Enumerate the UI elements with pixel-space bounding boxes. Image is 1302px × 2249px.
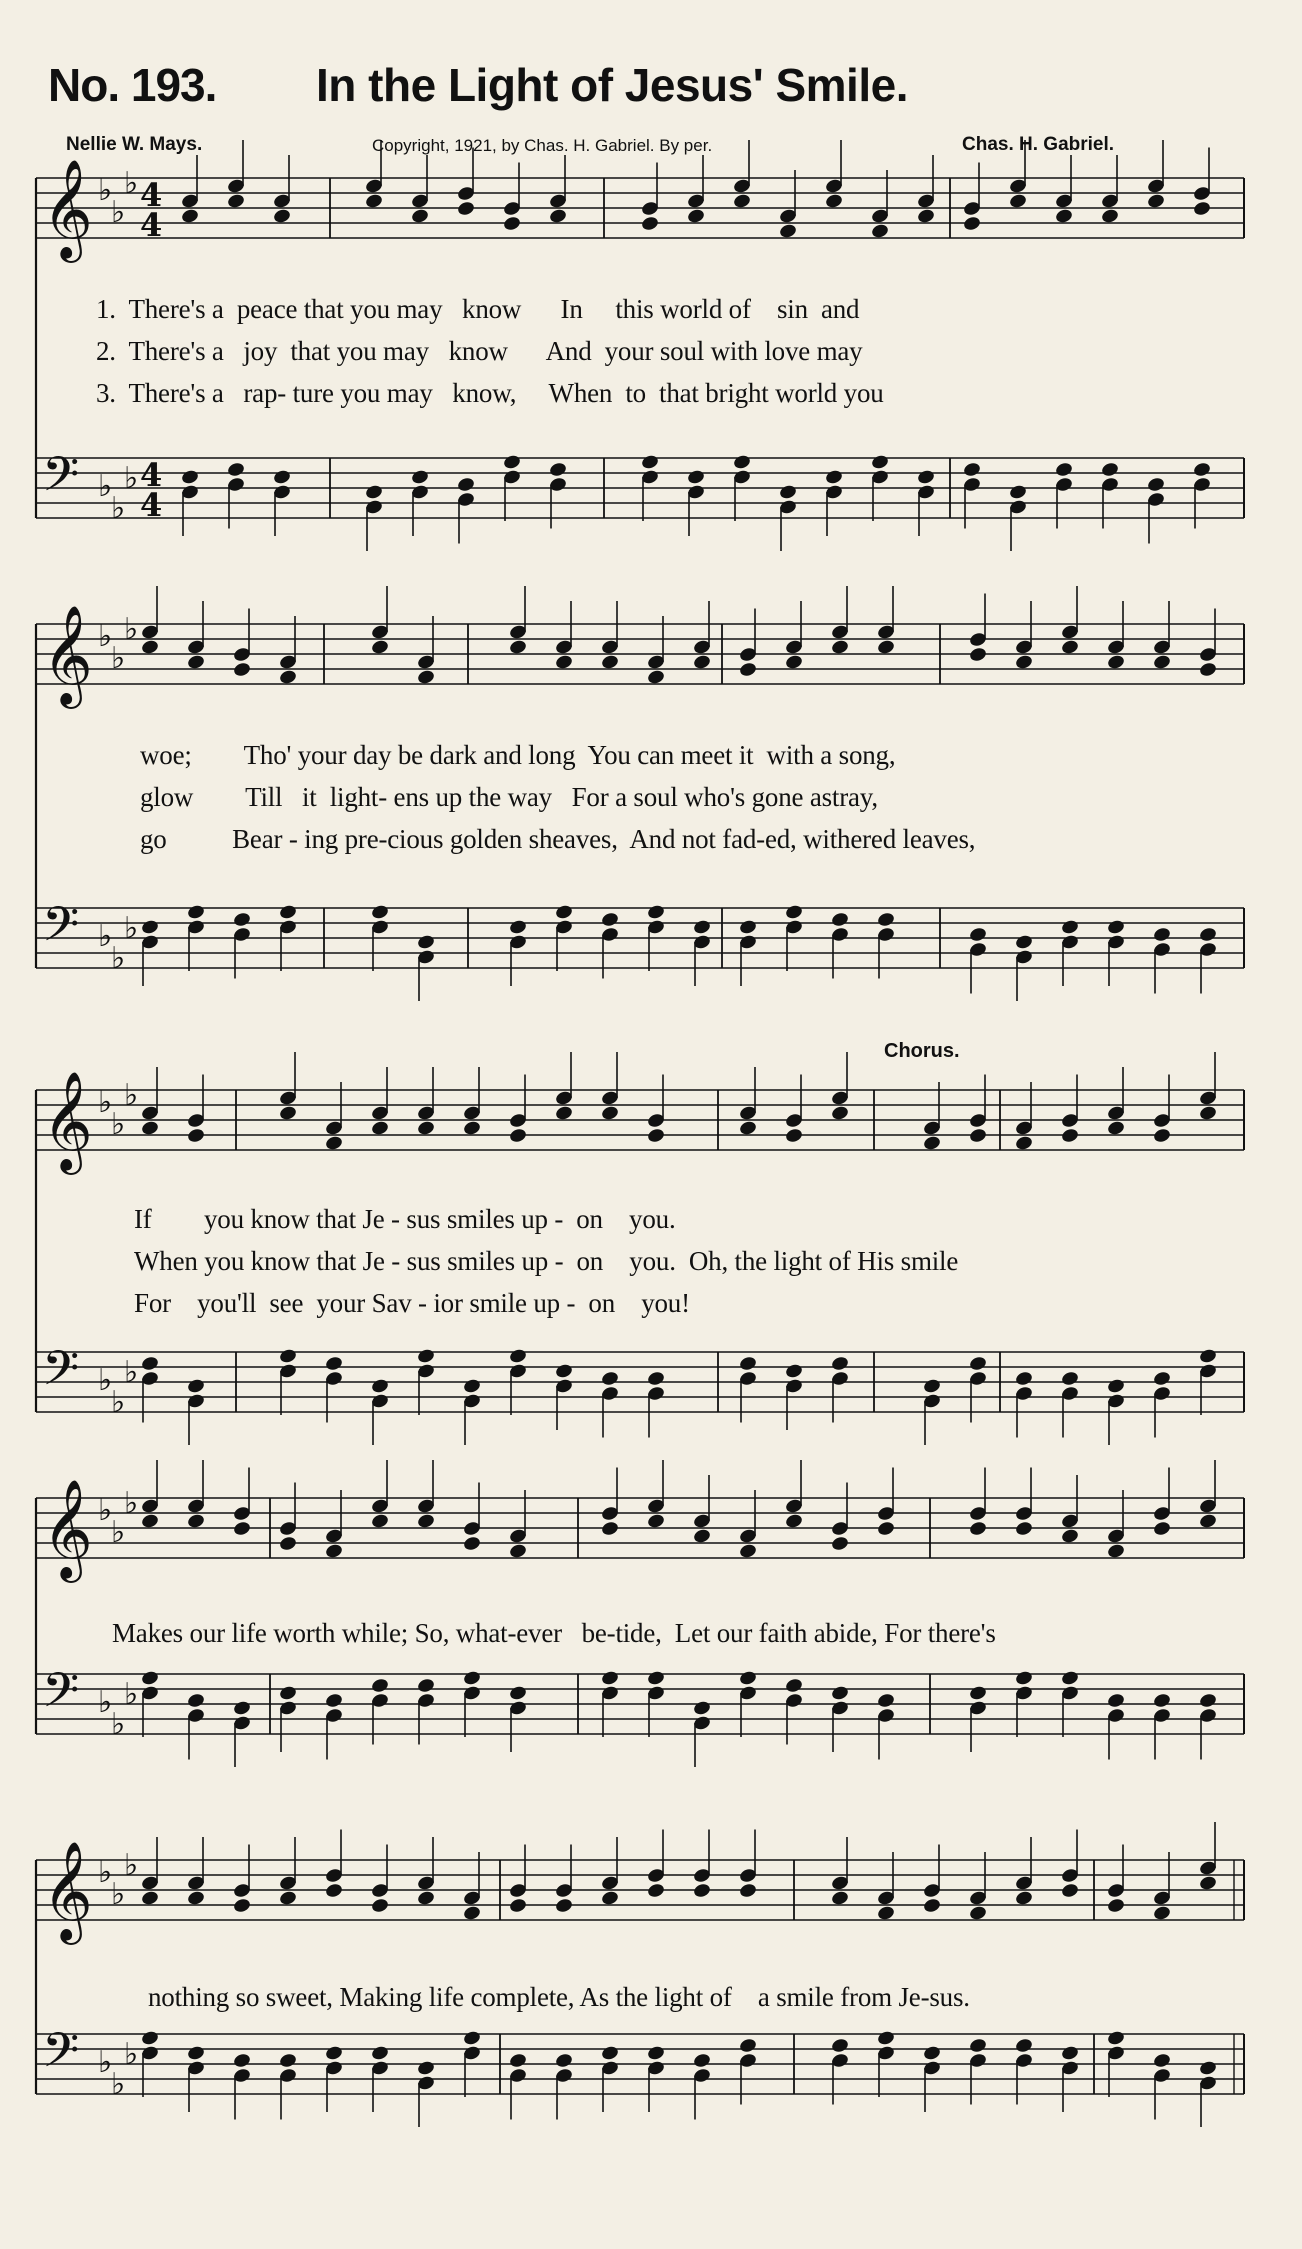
notehead — [738, 661, 757, 678]
notehead — [830, 2037, 849, 2054]
flat-icon: ♭ — [124, 612, 139, 647]
notehead — [180, 469, 199, 486]
lyric-line: If you know that Je - sus smiles up - on you. — [134, 1204, 676, 1234]
flat-icon: ♭ — [98, 1855, 113, 1890]
flat-icon: ♭ — [98, 1493, 113, 1528]
notehead — [272, 208, 291, 225]
notehead — [646, 669, 665, 686]
notehead — [692, 654, 711, 671]
notehead — [180, 208, 199, 225]
notehead — [226, 461, 245, 478]
notehead — [1100, 461, 1119, 478]
notehead — [876, 639, 895, 656]
lyric-line: For you'll see your Sav - ior smile up - on you! — [134, 1288, 690, 1318]
lyric-line: 1. There's a peace that you may know In this world of sin and — [96, 294, 860, 324]
notehead — [140, 1670, 159, 1687]
notehead — [1152, 1692, 1171, 1709]
notehead — [278, 1685, 297, 1702]
notehead — [1008, 193, 1027, 210]
notehead — [1014, 1135, 1033, 1152]
notehead — [140, 639, 159, 656]
notehead — [1014, 654, 1033, 671]
notehead — [324, 2045, 343, 2062]
notehead — [600, 911, 619, 928]
notehead — [784, 1513, 803, 1530]
flat-icon: ♭ — [111, 941, 126, 976]
treble-clef-icon: 𝄞 — [42, 1071, 93, 1171]
flat-icon: ♭ — [98, 1685, 113, 1720]
notehead — [1198, 2060, 1217, 2077]
flat-icon: ♭ — [111, 1515, 126, 1550]
notehead — [186, 654, 205, 671]
composer-credit: Chas. H. Gabriel. — [962, 134, 1115, 155]
notehead — [370, 1897, 389, 1914]
notehead — [1152, 926, 1171, 943]
notehead — [554, 654, 573, 671]
time-signature: 4 — [140, 176, 163, 214]
notehead — [1106, 1543, 1125, 1560]
notehead — [968, 1355, 987, 1372]
lyricist-credit: Nellie W. Mays. — [66, 134, 203, 155]
flat-icon: ♭ — [98, 619, 113, 654]
notehead — [1152, 1520, 1171, 1537]
notehead — [186, 1378, 205, 1395]
notehead — [1014, 934, 1033, 951]
notehead — [778, 484, 797, 501]
lyric-line: 3. There's a rap- ture you may know, When to that bright world you — [96, 378, 884, 408]
notehead — [232, 1897, 251, 1914]
time-signature: 4 — [140, 206, 163, 244]
time-signature: 4 — [140, 486, 163, 524]
notehead — [1152, 1370, 1171, 1387]
notehead — [640, 454, 659, 471]
notehead — [1014, 2037, 1033, 2054]
notehead — [278, 1535, 297, 1552]
hymn-number: No. 193. — [48, 59, 217, 111]
notehead — [1008, 484, 1027, 501]
notehead — [1060, 1528, 1079, 1545]
flat-icon: ♭ — [98, 469, 113, 504]
notehead — [370, 904, 389, 921]
flat-icon: ♭ — [111, 1385, 126, 1420]
notehead — [968, 926, 987, 943]
notehead — [278, 1348, 297, 1365]
notehead — [1106, 1692, 1125, 1709]
notehead — [1152, 654, 1171, 671]
notehead — [830, 911, 849, 928]
notehead — [1106, 1120, 1125, 1137]
notehead — [738, 1120, 757, 1137]
notehead — [876, 1520, 895, 1537]
notehead — [922, 2045, 941, 2062]
notehead — [554, 1363, 573, 1380]
lyric-line: go Bear - ing pre-cious golden sheaves, And not fad-ed, withered leaves, — [140, 824, 976, 854]
notehead — [410, 469, 429, 486]
treble-clef-icon: 𝄞 — [42, 605, 93, 705]
notehead — [692, 1700, 711, 1717]
notehead — [784, 654, 803, 671]
bass-clef-icon: 𝄢 — [42, 896, 80, 964]
notehead — [272, 469, 291, 486]
notehead — [870, 223, 889, 240]
notehead — [968, 1905, 987, 1922]
lyric-line: nothing so sweet, Making life complete, As the light of a smile from Je-sus. — [148, 1982, 970, 2012]
notehead — [784, 1127, 803, 1144]
notehead — [646, 904, 665, 921]
notehead — [508, 1685, 527, 1702]
notehead — [1106, 919, 1125, 936]
notehead — [1060, 1127, 1079, 1144]
time-signature: 4 — [140, 456, 163, 494]
notehead — [1106, 1897, 1125, 1914]
notehead — [1198, 1875, 1217, 1892]
notehead — [830, 1685, 849, 1702]
notehead — [508, 1127, 527, 1144]
notehead — [1152, 1127, 1171, 1144]
notehead — [456, 476, 475, 493]
notehead — [232, 2052, 251, 2069]
notehead — [646, 1127, 665, 1144]
notehead — [508, 919, 527, 936]
notehead — [640, 215, 659, 232]
treble-clef-icon: 𝄞 — [42, 1479, 93, 1579]
notehead — [646, 1670, 665, 1687]
notehead — [1060, 2045, 1079, 2062]
notehead — [1146, 193, 1165, 210]
flat-icon: ♭ — [98, 1363, 113, 1398]
flat-icon: ♭ — [124, 2037, 139, 2072]
notehead — [1060, 639, 1079, 656]
flat-icon: ♭ — [111, 1107, 126, 1142]
notehead — [732, 193, 751, 210]
notehead — [278, 1890, 297, 1907]
flat-icon: ♭ — [124, 911, 139, 946]
notehead — [600, 1370, 619, 1387]
notehead — [462, 2030, 481, 2047]
notehead — [784, 904, 803, 921]
notehead — [140, 1355, 159, 1372]
notehead — [1152, 1905, 1171, 1922]
notehead — [968, 2037, 987, 2054]
flat-icon: ♭ — [124, 1486, 139, 1521]
notehead — [186, 1890, 205, 1907]
notehead — [1198, 1513, 1217, 1530]
notehead — [226, 193, 245, 210]
treble-clef-icon: 𝄞 — [42, 159, 93, 259]
flat-icon: ♭ — [124, 1677, 139, 1712]
notehead — [686, 208, 705, 225]
notehead — [140, 919, 159, 936]
notehead — [548, 208, 567, 225]
notehead — [600, 1520, 619, 1537]
flat-icon: ♭ — [111, 1877, 126, 1912]
notehead — [278, 904, 297, 921]
notehead — [824, 469, 843, 486]
lyric-line: glow Till it light- ens up the way For a soul who's gone astray, — [140, 782, 878, 812]
notehead — [876, 1905, 895, 1922]
notehead — [1100, 208, 1119, 225]
notehead — [416, 669, 435, 686]
notehead — [370, 1677, 389, 1694]
notehead — [462, 1905, 481, 1922]
notehead — [922, 1897, 941, 1914]
notehead — [554, 904, 573, 921]
notehead — [738, 1882, 757, 1899]
notehead — [916, 208, 935, 225]
notehead — [916, 469, 935, 486]
notehead — [968, 1520, 987, 1537]
treble-clef-icon: 𝄞 — [42, 1841, 93, 1941]
notehead — [364, 193, 383, 210]
notehead — [324, 1882, 343, 1899]
flat-icon: ♭ — [98, 173, 113, 208]
notehead — [1198, 1692, 1217, 1709]
notehead — [738, 1355, 757, 1372]
notehead — [232, 661, 251, 678]
hymn-title: In the Light of Jesus' Smile. — [316, 59, 908, 111]
notehead — [462, 1120, 481, 1137]
flat-icon: ♭ — [124, 1355, 139, 1390]
lyric-line: When you know that Je - sus smiles up - on you. Oh, the light of His smile — [134, 1246, 959, 1276]
notehead — [502, 215, 521, 232]
notehead — [646, 2045, 665, 2062]
notehead — [1146, 476, 1165, 493]
notehead — [870, 454, 889, 471]
notehead — [508, 639, 527, 656]
notehead — [876, 2030, 895, 2047]
lyric-line: woe; Tho' your day be dark and long You can meet it with a song, — [140, 740, 896, 770]
notehead — [186, 1127, 205, 1144]
flat-icon: ♭ — [111, 641, 126, 676]
notehead — [692, 919, 711, 936]
notehead — [1054, 461, 1073, 478]
notehead — [502, 454, 521, 471]
notehead — [278, 669, 297, 686]
notehead — [1198, 661, 1217, 678]
notehead — [1014, 1520, 1033, 1537]
notehead — [1060, 919, 1079, 936]
flat-icon: ♭ — [111, 2067, 126, 2102]
notehead — [1014, 1670, 1033, 1687]
notehead — [416, 934, 435, 951]
notehead — [830, 1355, 849, 1372]
notehead — [1198, 1348, 1217, 1365]
notehead — [140, 2030, 159, 2047]
notehead — [416, 1890, 435, 1907]
flat-icon: ♭ — [111, 491, 126, 526]
notehead — [824, 193, 843, 210]
notehead — [830, 639, 849, 656]
flat-icon: ♭ — [111, 1707, 126, 1742]
notehead — [140, 1513, 159, 1530]
notehead — [692, 2052, 711, 2069]
notehead — [554, 1105, 573, 1122]
flat-icon: ♭ — [124, 1848, 139, 1883]
notehead — [554, 1897, 573, 1914]
notehead — [738, 2037, 757, 2054]
lyric-line: Makes our life worth while; So, what-ever be-tide, Let our faith abide, For there's — [112, 1618, 996, 1648]
notehead — [732, 454, 751, 471]
notehead — [186, 2045, 205, 2062]
notehead — [968, 1685, 987, 1702]
notehead — [140, 1890, 159, 1907]
notehead — [410, 208, 429, 225]
notehead — [968, 646, 987, 663]
notehead — [600, 2045, 619, 2062]
notehead — [370, 2045, 389, 2062]
notehead — [600, 1670, 619, 1687]
notehead — [1106, 1378, 1125, 1395]
notehead — [548, 461, 567, 478]
notehead — [1060, 1882, 1079, 1899]
flat-icon: ♭ — [98, 2045, 113, 2080]
notehead — [686, 469, 705, 486]
notehead — [416, 1677, 435, 1694]
notehead — [830, 1890, 849, 1907]
bass-clef-icon: 𝄢 — [42, 1662, 80, 1730]
notehead — [232, 911, 251, 928]
notehead — [692, 1528, 711, 1545]
bass-clef-icon: 𝄢 — [42, 1340, 80, 1408]
lyric-line: 2. There's a joy that you may know And your soul with love may — [96, 336, 863, 366]
notehead — [416, 2060, 435, 2077]
notehead — [778, 223, 797, 240]
copyright-notice: Copyright, 1921, by Chas. H. Gabriel. By per. — [372, 136, 713, 155]
notehead — [600, 1105, 619, 1122]
notehead — [1060, 1670, 1079, 1687]
notehead — [646, 1370, 665, 1387]
notehead — [416, 1348, 435, 1365]
notehead — [922, 1378, 941, 1395]
notehead — [456, 200, 475, 217]
notehead — [1192, 200, 1211, 217]
notehead — [462, 1670, 481, 1687]
notehead — [738, 1543, 757, 1560]
notehead — [186, 1692, 205, 1709]
flat-icon: ♭ — [98, 919, 113, 954]
notehead — [692, 1882, 711, 1899]
notehead — [324, 1692, 343, 1709]
flat-icon: ♭ — [98, 1085, 113, 1120]
notehead — [1060, 1370, 1079, 1387]
notehead — [370, 639, 389, 656]
notehead — [922, 1135, 941, 1152]
notehead — [962, 215, 981, 232]
notehead — [370, 1378, 389, 1395]
notehead — [232, 1700, 251, 1717]
notehead — [462, 1535, 481, 1552]
notehead — [364, 484, 383, 501]
notehead — [462, 1378, 481, 1395]
notehead — [508, 1348, 527, 1365]
notehead — [508, 2052, 527, 2069]
notehead — [646, 1882, 665, 1899]
notehead — [738, 919, 757, 936]
notehead — [324, 1135, 343, 1152]
notehead — [1014, 1370, 1033, 1387]
notehead — [1198, 1105, 1217, 1122]
bass-clef-icon: 𝄢 — [42, 2022, 80, 2090]
notehead — [1192, 461, 1211, 478]
notehead — [830, 1105, 849, 1122]
chorus-label: Chorus. — [884, 1040, 960, 1062]
notehead — [370, 1120, 389, 1137]
flat-icon: ♭ — [124, 166, 139, 201]
notehead — [830, 1535, 849, 1552]
notehead — [508, 1543, 527, 1560]
notehead — [784, 1363, 803, 1380]
notehead — [876, 911, 895, 928]
notehead — [324, 1355, 343, 1372]
notehead — [370, 1513, 389, 1530]
notehead — [784, 1677, 803, 1694]
notehead — [140, 1120, 159, 1137]
notehead — [278, 2052, 297, 2069]
notehead — [508, 1897, 527, 1914]
notehead — [876, 1692, 895, 1709]
notehead — [186, 1513, 205, 1530]
notehead — [1054, 208, 1073, 225]
notehead — [278, 1105, 297, 1122]
notehead — [738, 1670, 757, 1687]
notehead — [416, 1120, 435, 1137]
flat-icon: ♭ — [124, 1078, 139, 1113]
notehead — [324, 1543, 343, 1560]
notehead — [1198, 926, 1217, 943]
notehead — [186, 904, 205, 921]
notehead — [600, 654, 619, 671]
notehead — [416, 1513, 435, 1530]
notehead — [1106, 2030, 1125, 2047]
notehead — [1106, 654, 1125, 671]
notehead — [646, 1513, 665, 1530]
notehead — [1014, 1890, 1033, 1907]
flat-icon: ♭ — [124, 461, 139, 496]
flat-icon: ♭ — [111, 195, 126, 230]
notehead — [600, 1890, 619, 1907]
notehead — [1152, 2052, 1171, 2069]
notehead — [554, 2052, 573, 2069]
bass-clef-icon: 𝄢 — [42, 446, 80, 514]
notehead — [962, 461, 981, 478]
notehead — [232, 1520, 251, 1537]
notehead — [968, 1127, 987, 1144]
